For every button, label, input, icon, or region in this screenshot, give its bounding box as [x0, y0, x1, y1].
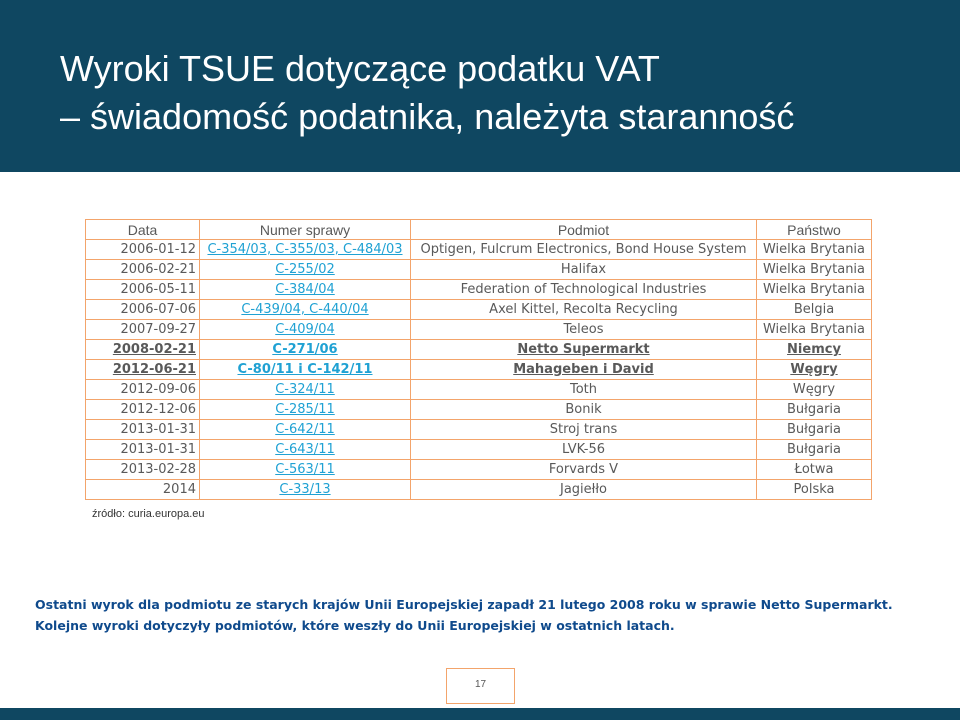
cell-entity: Jagiełło	[411, 480, 757, 500]
cell-country: Wielka Brytania	[757, 280, 872, 300]
cell-country: Niemcy	[757, 340, 872, 360]
table-row	[86, 240, 872, 260]
case-link[interactable]: C-285/11	[275, 402, 335, 417]
cell-date: 2007-09-27	[86, 320, 200, 340]
cell-country: Węgry	[757, 360, 872, 380]
cell-entity: Netto Supermarkt	[411, 340, 757, 360]
case-link[interactable]: C-384/04	[275, 282, 335, 297]
table-row-highlighted	[86, 360, 872, 380]
cell-country: Bułgaria	[757, 420, 872, 440]
table-row	[86, 260, 872, 280]
page-number-box	[446, 668, 515, 704]
cell-entity: Stroj trans	[411, 420, 757, 440]
table-row	[86, 400, 872, 420]
cell-date: 2006-01-12	[86, 240, 200, 260]
cell-entity: Axel Kittel, Recolta Recycling	[411, 300, 757, 320]
cell-country: Bułgaria	[757, 400, 872, 420]
cell-country: Wielka Brytania	[757, 240, 872, 260]
table-row	[86, 460, 872, 480]
cell-date: 2012-06-21	[86, 360, 200, 380]
title-line-1: Wyroki TSUE dotyczące podatku VAT	[60, 48, 660, 89]
cell-date: 2012-09-06	[86, 380, 200, 400]
header-country: Państwo	[757, 220, 872, 240]
cell-entity: Optigen, Fulcrum Electronics, Bond House System	[411, 240, 757, 260]
page-number: 17	[474, 679, 487, 690]
title-bar	[0, 0, 960, 172]
case-link[interactable]: C-409/04	[275, 322, 335, 337]
header-date: Data	[86, 220, 200, 240]
table-header-row	[86, 220, 872, 240]
case-link[interactable]: C-80/11 i C-142/11	[237, 362, 373, 377]
case-link[interactable]: C-354/03, C-355/03, C-484/03	[207, 242, 403, 257]
cell-date: 2013-01-31	[86, 440, 200, 460]
case-link[interactable]: C-439/04, C-440/04	[241, 302, 369, 317]
table-row	[86, 300, 872, 320]
cell-date: 2013-01-31	[86, 420, 200, 440]
title-line-2: – świadomość podatnika, należyta staranność	[60, 96, 795, 137]
cell-entity: Federation of Technological Industries	[411, 280, 757, 300]
slide-title	[60, 45, 940, 141]
case-link[interactable]: C-271/06	[272, 342, 338, 357]
cell-country: Wielka Brytania	[757, 320, 872, 340]
cell-date: 2013-02-28	[86, 460, 200, 480]
table-row	[86, 280, 872, 300]
table-row-highlighted	[86, 340, 872, 360]
cell-date: 2006-05-11	[86, 280, 200, 300]
cell-date: 2012-12-06	[86, 400, 200, 420]
case-link[interactable]: C-255/02	[275, 262, 335, 277]
note-line-2: Kolejne wyroki dotyczyły podmiotów, które weszły do Unii Europejskiej w ostatnich latach.	[35, 618, 675, 633]
case-link[interactable]: C-642/11	[275, 422, 335, 437]
cell-entity: Halifax	[411, 260, 757, 280]
cell-country: Węgry	[757, 380, 872, 400]
summary-note	[35, 594, 935, 636]
header-entity: Podmiot	[411, 220, 757, 240]
cell-country: Bułgaria	[757, 440, 872, 460]
header-case-number: Numer sprawy	[200, 220, 411, 240]
cell-date: 2006-07-06	[86, 300, 200, 320]
table-row	[86, 480, 872, 500]
cell-country: Polska	[757, 480, 872, 500]
cell-entity: Bonik	[411, 400, 757, 420]
cell-entity: Teleos	[411, 320, 757, 340]
cell-date: 2014	[86, 480, 200, 500]
cell-country: Łotwa	[757, 460, 872, 480]
table-row	[86, 440, 872, 460]
judgments-table	[85, 219, 872, 500]
cell-date: 2008-02-21	[86, 340, 200, 360]
case-link[interactable]: C-324/11	[275, 382, 335, 397]
cell-date: 2006-02-21	[86, 260, 200, 280]
table-row	[86, 380, 872, 400]
case-link[interactable]: C-33/13	[279, 482, 331, 497]
cell-country: Wielka Brytania	[757, 260, 872, 280]
cell-entity: Toth	[411, 380, 757, 400]
table-row	[86, 320, 872, 340]
cell-country: Belgia	[757, 300, 872, 320]
case-link[interactable]: C-643/11	[275, 442, 335, 457]
table-row	[86, 420, 872, 440]
bottom-stripe	[0, 708, 960, 720]
source-caption: źródło: curia.europa.eu	[92, 508, 205, 520]
cell-entity: LVK-56	[411, 440, 757, 460]
note-line-1: Ostatni wyrok dla podmiotu ze starych krajów Unii Europejskiej zapadł 21 lutego 2008 roku w sprawie Netto Supermarkt.	[35, 597, 893, 612]
case-link[interactable]: C-563/11	[275, 462, 335, 477]
cell-entity: Forvards V	[411, 460, 757, 480]
cell-entity: Mahageben i David	[411, 360, 757, 380]
